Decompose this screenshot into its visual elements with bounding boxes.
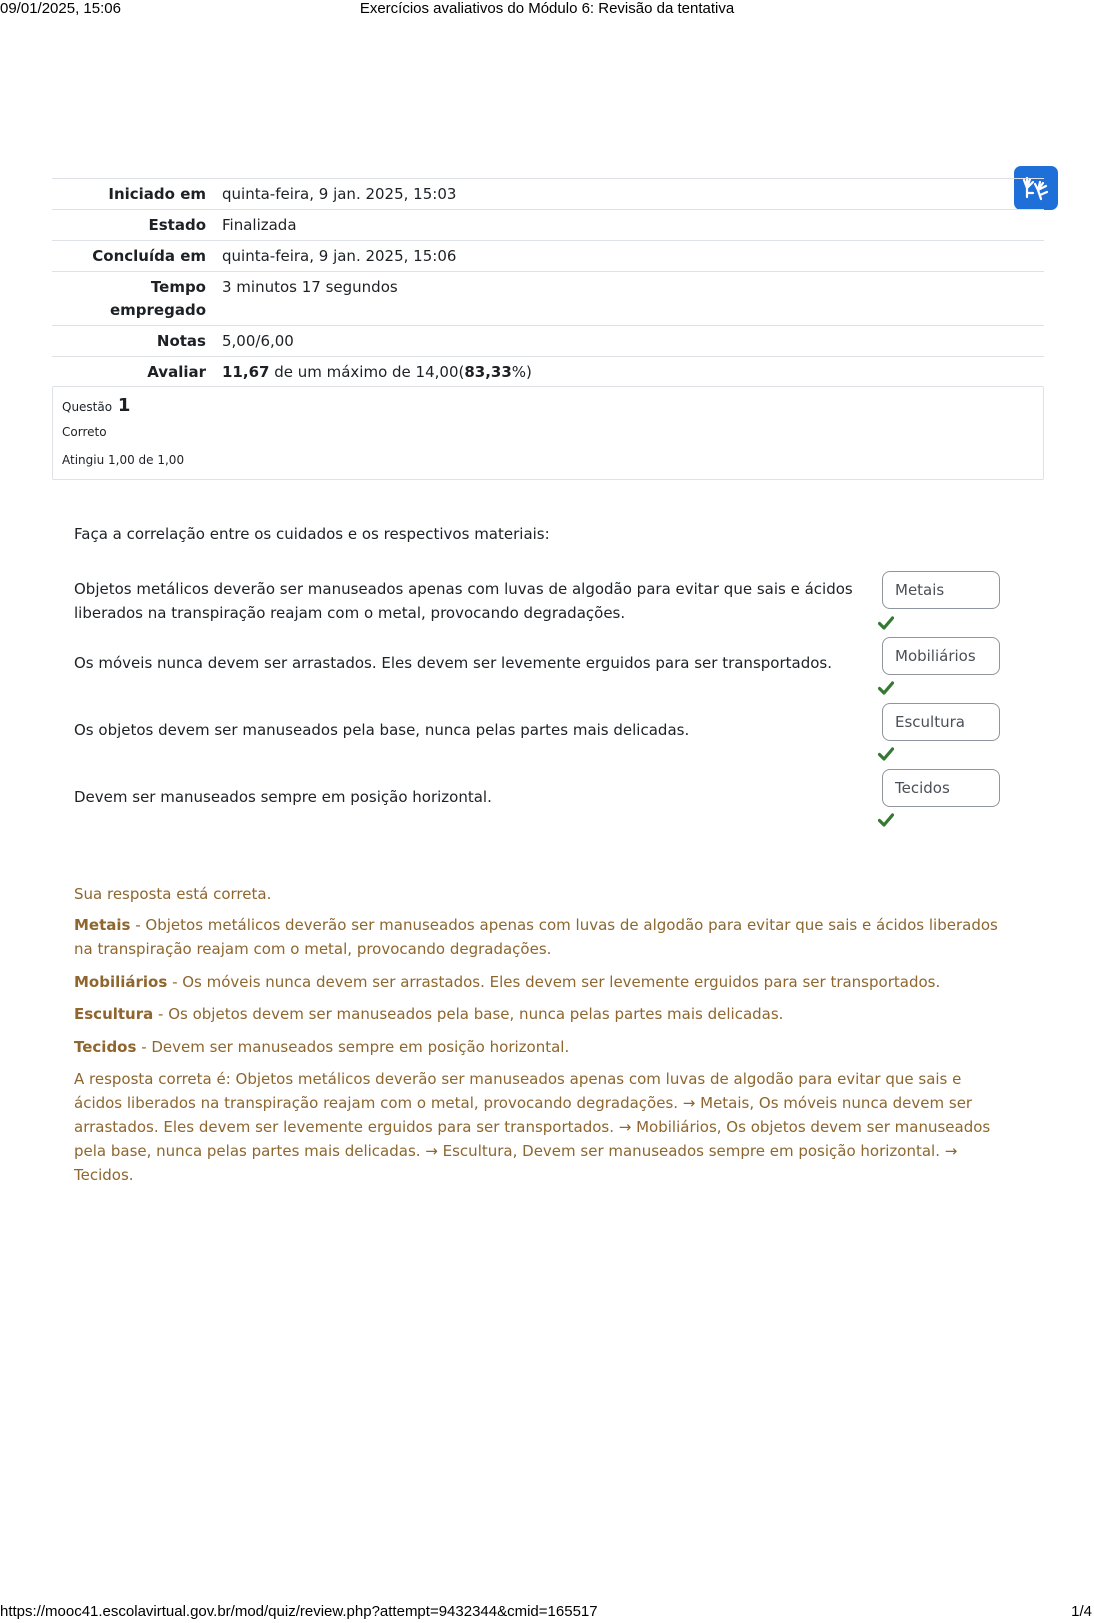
feedback-term: Tecidos bbox=[74, 1038, 137, 1056]
feedback-term: Escultura bbox=[74, 1005, 154, 1023]
feedback-text: - Objetos metálicos deverão ser manuseados apenas com luvas de algodão para evitar que sais e ácidos liberados na transpiração reajam com o metal, provocando degradações. bbox=[74, 916, 998, 958]
summary-value: quinta-feira, 9 jan. 2025, 15:03 bbox=[222, 185, 457, 203]
feedback-line bbox=[74, 1035, 1014, 1059]
feedback-correct-message: Sua resposta está correta. bbox=[74, 885, 272, 903]
summary-label: Iniciado em bbox=[108, 185, 206, 203]
summary-label: Tempo empregado bbox=[109, 278, 206, 319]
summary-row-marks bbox=[52, 326, 1044, 357]
summary-value: Finalizada bbox=[222, 216, 297, 234]
grade-percent: 83,33 bbox=[464, 363, 512, 381]
match-answer-select[interactable]: Mobiliários bbox=[882, 637, 1000, 675]
print-datetime: 09/01/2025, 15:06 bbox=[0, 0, 121, 17]
check-icon bbox=[878, 616, 894, 630]
summary-row-time-taken bbox=[52, 272, 1044, 326]
question-number bbox=[62, 395, 130, 416]
match-answer-select[interactable]: Tecidos bbox=[882, 769, 1000, 807]
match-answer-select[interactable]: Escultura bbox=[882, 703, 1000, 741]
feedback-line bbox=[74, 1002, 1014, 1026]
match-item-text: Objetos metálicos deverão ser manuseados apenas com luvas de algodão para evitar que sais e ácidos liberados na transpiração reajam com o metal, provocando degradações. bbox=[74, 580, 853, 622]
feedback-term: Mobiliários bbox=[74, 973, 168, 991]
print-footer bbox=[0, 1603, 1094, 1621]
summary-value: 3 minutos 17 segundos bbox=[222, 278, 398, 296]
question-label: Questão bbox=[62, 400, 113, 414]
check-icon bbox=[878, 813, 894, 827]
grade-max-text: de um máximo de 14,00( bbox=[269, 363, 465, 381]
print-page-number: 1/4 bbox=[1071, 1603, 1092, 1620]
summary-label: Notas bbox=[156, 332, 206, 350]
summary-grade-value bbox=[214, 357, 1044, 388]
attempt-summary-table bbox=[52, 178, 1044, 387]
print-url: https://mooc41.escolavirtual.gov.br/mod/quiz/review.php?attempt=9432344&cmid=165517 bbox=[0, 1603, 598, 1620]
feedback-text: - Os móveis nunca devem ser arrastados. Eles devem ser levemente erguidos para ser transportados. bbox=[167, 973, 941, 991]
feedback-term: Metais bbox=[74, 916, 131, 934]
question-info-box bbox=[52, 386, 1044, 480]
match-item-text: Os móveis nunca devem ser arrastados. Eles devem ser levemente erguidos para ser transportados. bbox=[74, 654, 832, 672]
grade-score: 11,67 bbox=[222, 363, 270, 381]
summary-row-started bbox=[52, 179, 1044, 210]
feedback-right-answer: A resposta correta é: Objetos metálicos deverão ser manuseados apenas com luvas de algodão para evitar que sais e ácidos liberados na transpiração reajam com o metal, provocando degradações. → Metais, Os móveis nunca devem ser arrastados. Eles devem ser levemente erguidos para ser transportados. → Mobiliários, Os objetos devem ser manuseados pela base, nunca pelas partes mais delicadas. → Escultura, Devem ser manuseados sempre em posição horizontal. → Tecidos. bbox=[74, 1070, 991, 1184]
summary-label: Estado bbox=[148, 216, 206, 234]
summary-row-grade bbox=[52, 357, 1044, 388]
match-item-text: Devem ser manuseados sempre em posição horizontal. bbox=[74, 788, 492, 806]
summary-row-completed bbox=[52, 241, 1044, 272]
question-prompt: Faça a correlação entre os cuidados e os respectivos materiais: bbox=[74, 525, 550, 543]
feedback-text: - Os objetos devem ser manuseados pela base, nunca pelas partes mais delicadas. bbox=[153, 1005, 784, 1023]
feedback-line bbox=[74, 913, 1014, 961]
check-icon bbox=[878, 681, 894, 695]
check-icon bbox=[878, 747, 894, 761]
question-state: Correto bbox=[62, 425, 107, 439]
print-header bbox=[0, 0, 1094, 18]
summary-value: quinta-feira, 9 jan. 2025, 15:06 bbox=[222, 247, 457, 265]
grade-end-text: %) bbox=[511, 363, 532, 381]
match-item-text: Os objetos devem ser manuseados pela base, nunca pelas partes mais delicadas. bbox=[74, 721, 690, 739]
summary-row-state bbox=[52, 210, 1044, 241]
question-grade: Atingiu 1,00 de 1,00 bbox=[62, 453, 185, 467]
question-number-value: 1 bbox=[117, 395, 131, 416]
feedback-line bbox=[74, 970, 1014, 994]
summary-label: Concluída em bbox=[92, 247, 206, 265]
summary-value: 5,00/6,00 bbox=[222, 332, 294, 350]
summary-label: Avaliar bbox=[147, 363, 206, 381]
feedback-text: - Devem ser manuseados sempre em posição horizontal. bbox=[136, 1038, 570, 1056]
print-page-title: Exercícios avaliativos do Módulo 6: Revisão da tentativa bbox=[359, 0, 735, 17]
match-answer-select[interactable]: Metais bbox=[882, 571, 1000, 609]
